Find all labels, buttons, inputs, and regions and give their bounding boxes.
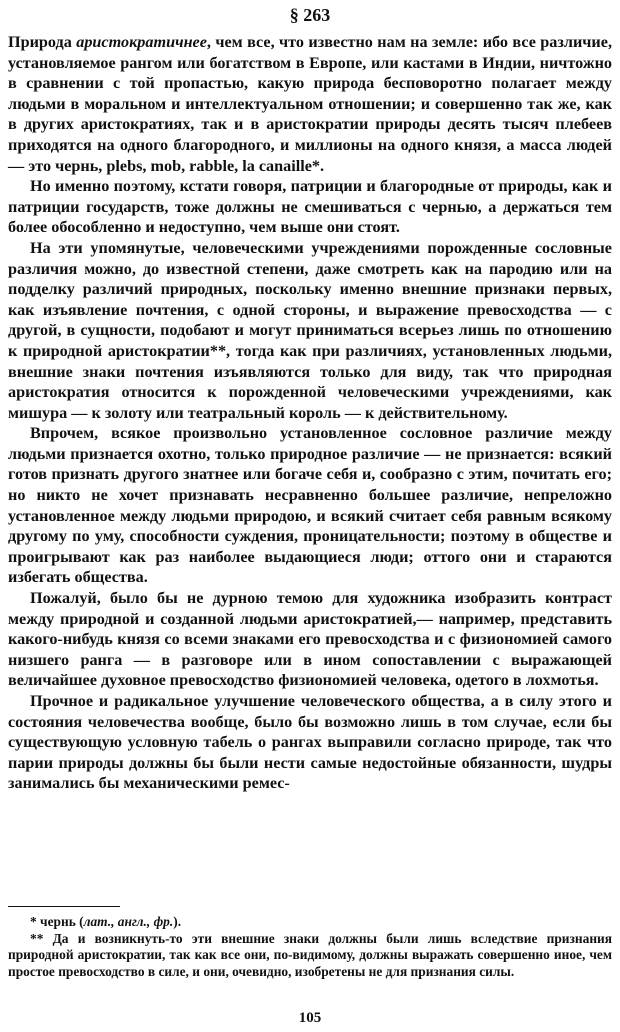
footnote-2: ** Да и возникнуть-то эти внешние знаки должны были лишь вследствие признания природной аристократии, так как все они, по-видимому, должны выражать совершенно иное, чем простое превосходство в силе, и они, очевидно, изобретены не для признания силы. (8, 930, 612, 979)
paragraph-6: Прочное и радикальное улучшение человеческого общества, а в силу этого и состояния человечества вообще, было бы возможно лишь в том случае, если бы существующую условную табель о рангах выправили согласно природе, так что парии природы должны бы были нести самые недостойные обязанности, шудры занимались бы механическими ремес- (8, 692, 612, 793)
paragraph-3: На эти упомянутые, человеческими учреждениями порожденные сословные различия можно, до известной степени, даже смотреть как на пародию или на подделку различий природных, поскольку именно внешние признаки первых, как изъявление почтения, с одной стороны, и выражение превосходства — с другой, в сущности, подобают и могут приниматься всерьез лишь по отношению к природной аристократии**, тогда как при различиях, установленных людьми, внешние знаки почтения изъявляются только для виду, так что природная аристократия относится к порожденной человеческими учреждениями, как мишура — к золоту или театральный король — к действительному. (8, 238, 612, 422)
paragraph-4: Впрочем, всякое произвольно установленное сословное различие между людьми признается охотно, только природное различие — не признается: всякий готов признать другого знатнее или богаче себя и, сообразно с этим, почитать его; но никто не хочет признавать несравненно большее различие, непреложно установленное между людьми природою, и всякий считает себя равным всякому другому по уму, способности суждения, проницательности; поэтому в обществе и проигрывают как раз наиболее выдающиеся люди; оттого они и стараются избегать общества. (8, 424, 612, 587)
section-heading: § 263 (289, 5, 331, 25)
footnote-1-end: ). (173, 914, 182, 929)
book-page (8, 0, 612, 1032)
page-number: 105 (298, 1010, 322, 1026)
footnote-divider (8, 906, 120, 907)
paragraph-1 (8, 32, 612, 176)
footnote-1-languages: лат., англ., фр. (83, 914, 174, 929)
paragraph-1-start: Природа (8, 33, 77, 51)
footnotes (8, 914, 612, 980)
paragraph-5: Пожалуй, было бы не дурною темою для художника изобразить контраст между природной и созданной людьми аристократией,— например, представить какого-нибудь князя со всеми знаками его превосходства и с физиономией самого низшего ранга — в разговоре или в ином сопоставлении с выражающей величайшее духовное превосходство физиономией человека, одетого в лохмотья. (8, 589, 612, 690)
footnote-1-start: * чернь ( (30, 914, 84, 929)
paragraph-2: Но именно поэтому, кстати говоря, патриции и благородные от природы, как и патриции государств, тоже должны не смешиваться с чернью, а держаться тем более обособленно и недоступно, чем выше они стоят. (8, 177, 612, 237)
main-text (8, 32, 612, 794)
paragraph-1-rest: , чем все, что известно нам на земле: ибо все различие, установляемое рангом или богатством в Европе, или кастами в Индии, ничтожно в сравнении с той пропастью, какую природа бесповоротно полагает между людьми в моральном и интеллектуальном отношении; и совершенно так же, как в других аристократиях, так и в аристократии природы десять тысяч плебеев приходятся на одного благородного, и миллионы на одного князя, а масса людей — это чернь, plebs, mob, rabble, la canaille*. (8, 33, 612, 175)
footnote-1 (8, 914, 612, 931)
paragraph-1-emphasis: аристократичнее (76, 33, 207, 51)
